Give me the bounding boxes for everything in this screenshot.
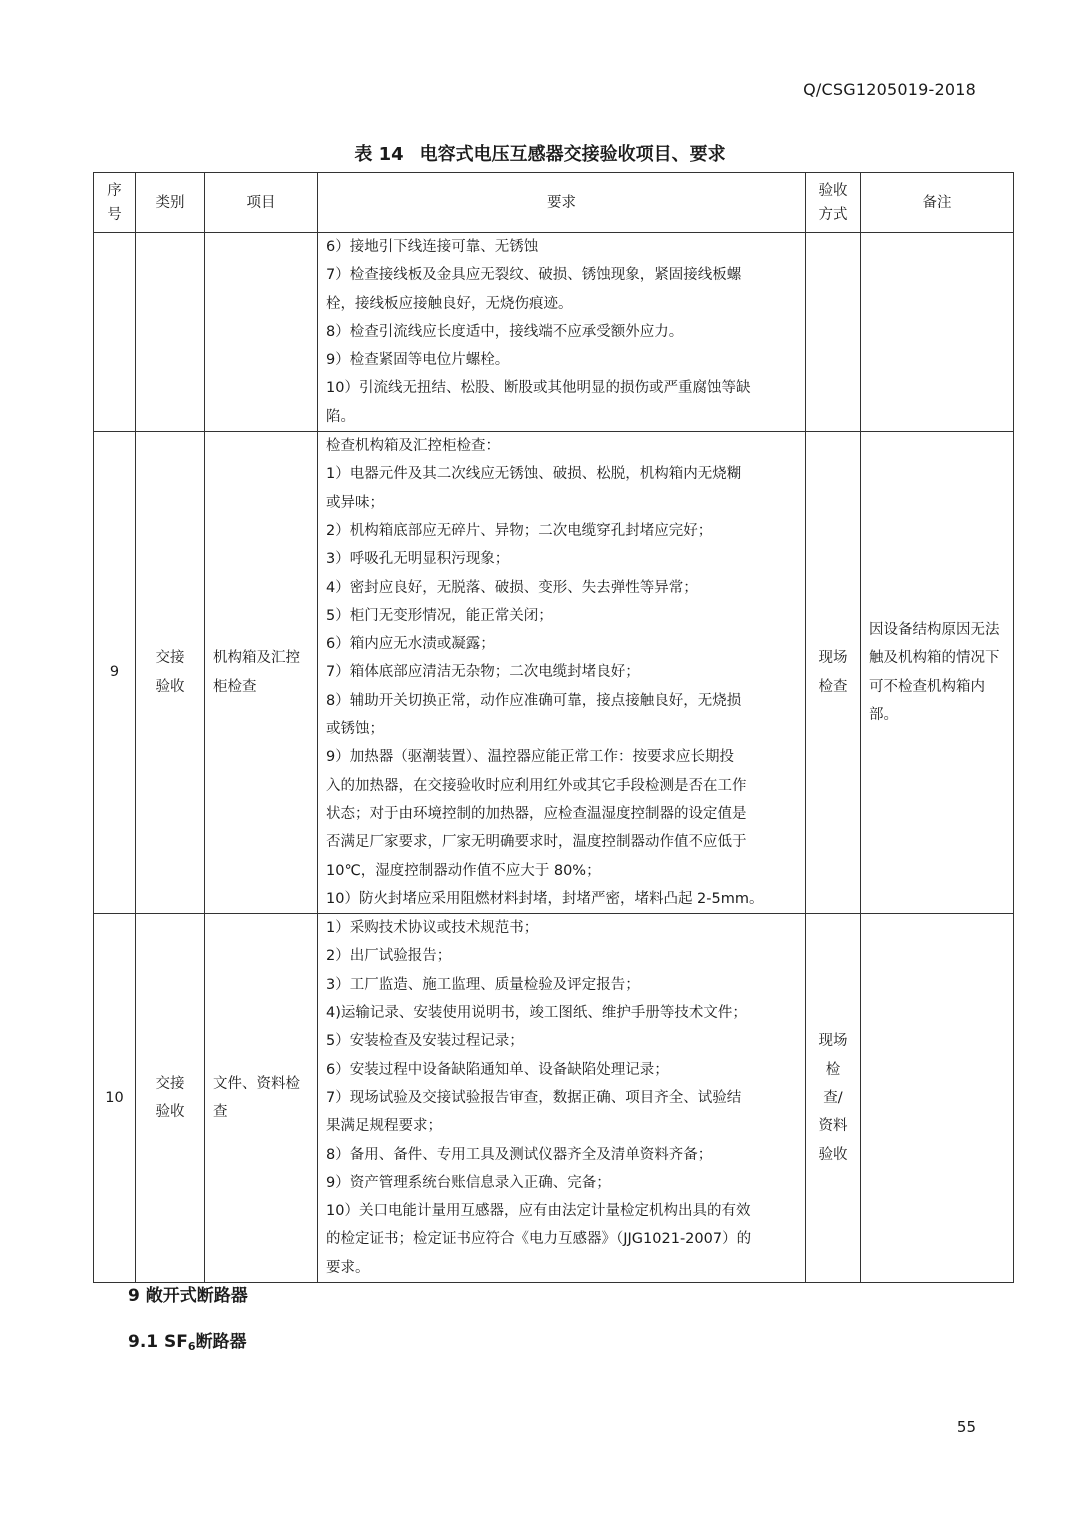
row-seq xyxy=(94,233,136,432)
requirement-line: 或异味； xyxy=(326,494,384,511)
row-category: 交接验收 xyxy=(136,432,205,914)
requirement-line: 9）资产管理系统台账信息录入正确、完备； xyxy=(326,1174,611,1191)
table-number: 表 14 xyxy=(354,144,404,165)
requirement-line: 5）柜门无变形情况，能正常关闭； xyxy=(326,607,553,624)
row-seq: 9 xyxy=(94,432,136,914)
requirement-line: 要求。 xyxy=(326,1259,370,1276)
requirement-line: 10）防火封堵应采用阻燃材料封堵，封堵严密，堵料凸起 2-5mm。 xyxy=(326,890,764,907)
requirement-line: 否满足厂家要求，厂家无明确要求时，温度控制器动作值不应低于 xyxy=(326,834,747,851)
document-code: Q/CSG1205019-2018 xyxy=(803,80,976,99)
requirement-line: 7）箱体底部应清洁无杂物；二次电缆封堵良好； xyxy=(326,664,640,681)
requirement-line: 1）电器元件及其二次线应无锈蚀、破损、松脱，机构箱内无烧糊 xyxy=(326,466,742,483)
table-header-row xyxy=(94,173,1014,233)
header-requirement: 要求 xyxy=(318,173,806,233)
requirement-line: 9）加热器（驱潮装置）、温控器应能正常工作：按要求应长期投 xyxy=(326,749,734,766)
requirement-line: 3）呼吸孔无明显积污现象； xyxy=(326,551,510,568)
row-method: 现场检查 xyxy=(806,432,861,914)
requirement-line: 1）采购技术协议或技术规范书； xyxy=(326,920,539,937)
row-seq: 10 xyxy=(94,914,136,1283)
section-title-rest: 断路器 xyxy=(195,1332,247,1352)
requirement-line: 6）安装过程中设备缺陷通知单、设备缺陷处理记录； xyxy=(326,1061,669,1078)
row-remark xyxy=(861,914,1014,1283)
requirement-line: 的检定证书；检定证书应符合《电力互感器》（JJG1021-2007）的 xyxy=(326,1231,752,1248)
requirement-line: 入的加热器，在交接验收时应利用红外或其它手段检测是否在工作 xyxy=(326,777,747,794)
requirement-line: 2）机构箱底部应无碎片、异物；二次电缆穿孔封堵应完好； xyxy=(326,522,713,539)
requirement-line: 2）出厂试验报告； xyxy=(326,948,452,965)
header-item: 项目 xyxy=(205,173,318,233)
requirement-line: 10）引流线无扭结、松股、断股或其他明显的损伤或严重腐蚀等缺 xyxy=(326,380,751,397)
acceptance-table xyxy=(93,172,1014,1283)
requirement-line: 4)运输记录、安装使用说明书，竣工图纸、维护手册等技术文件； xyxy=(326,1005,747,1022)
row-item: 机构箱及汇控柜检查 xyxy=(205,432,318,914)
requirement-line: 8）备用、备件、专用工具及测试仪器齐全及清单资料齐备； xyxy=(326,1146,713,1163)
requirement-line: 10℃，湿度控制器动作值不应大于 80%； xyxy=(326,862,601,879)
requirement-line: 8）检查引流线应长度适中，接线端不应承受额外应力。 xyxy=(326,323,684,340)
section-number: 9.1 xyxy=(128,1332,159,1352)
requirement-line: 9）检查紧固等电位片螺栓。 xyxy=(326,352,510,369)
sf-subscript: 6 xyxy=(187,1340,196,1353)
table-row xyxy=(94,432,1014,914)
requirement-line: 检查机构箱及汇控柜检查： xyxy=(326,438,500,455)
row-category xyxy=(136,233,205,432)
sf-symbol: SF xyxy=(164,1332,188,1352)
row-remark xyxy=(861,233,1014,432)
row-requirements xyxy=(318,914,806,1283)
header-method: 验收方式 xyxy=(806,173,861,233)
row-requirements xyxy=(318,233,806,432)
requirement-line: 状态；对于由环境控制的加热器，应检查温湿度控制器的设定值是 xyxy=(326,805,747,822)
header-seq: 序号 xyxy=(94,173,136,233)
requirement-line: 5）安装检查及安装过程记录； xyxy=(326,1033,524,1050)
requirement-line: 7）现场试验及交接试验报告审查，数据正确、项目齐全、试验结 xyxy=(326,1089,742,1106)
row-item: 文件、资料检查 xyxy=(205,914,318,1283)
requirement-line: 或锈蚀； xyxy=(326,721,384,738)
table-row xyxy=(94,914,1014,1283)
requirement-line: 6）箱内应无水渍或凝露； xyxy=(326,636,495,653)
requirement-line: 6）接地引下线连接可靠、无锈蚀 xyxy=(326,239,539,255)
section-heading-9-1 xyxy=(128,1327,247,1353)
table-title xyxy=(0,140,1080,166)
requirement-line: 栓，接线板应接触良好，无烧伤痕迹。 xyxy=(326,295,573,312)
section-heading-9: 9 敞开式断路器 xyxy=(128,1286,248,1306)
requirement-line: 陷。 xyxy=(326,408,355,425)
header-remark: 备注 xyxy=(861,173,1014,233)
table-caption: 电容式电压互感器交接验收项目、要求 xyxy=(419,144,726,165)
row-remark: 因设备结构原因无法触及机构箱的情况下可不检查机构箱内部。 xyxy=(861,432,1014,914)
row-method xyxy=(806,233,861,432)
requirement-line: 3）工厂监造、施工监理、质量检验及评定报告； xyxy=(326,976,640,993)
row-method: 现场检查/资料验收 xyxy=(806,914,861,1283)
row-requirements xyxy=(318,432,806,914)
requirement-line: 10）关口电能计量用互感器，应有由法定计量检定机构出具的有效 xyxy=(326,1203,751,1220)
requirement-line: 8）辅助开关切换正常，动作应准确可靠，接点接触良好，无烧损 xyxy=(326,692,742,709)
header-category: 类别 xyxy=(136,173,205,233)
requirement-line: 7）检查接线板及金具应无裂纹、破损、锈蚀现象，紧固接线板螺 xyxy=(326,267,742,284)
row-category: 交接验收 xyxy=(136,914,205,1283)
row-item xyxy=(205,233,318,432)
requirement-line: 果满足规程要求； xyxy=(326,1118,442,1135)
requirement-line: 4）密封应良好，无脱落、破损、变形、失去弹性等异常； xyxy=(326,579,698,596)
table-row xyxy=(94,233,1014,432)
page-number: 55 xyxy=(956,1418,976,1436)
